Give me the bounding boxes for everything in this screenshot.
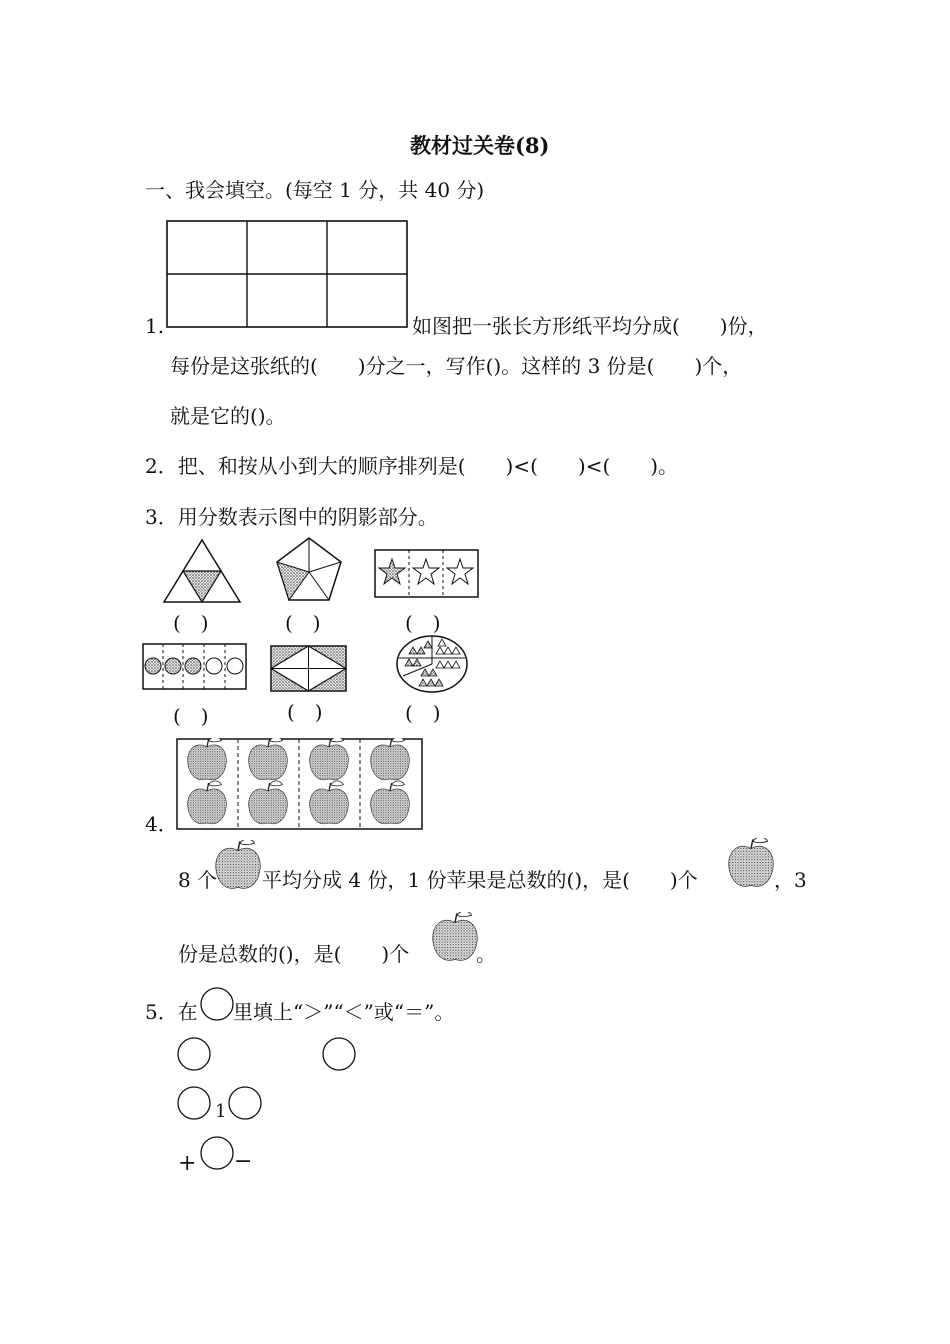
triangle-figure — [162, 538, 242, 604]
q3-blank-4[interactable]: ( ) — [173, 704, 209, 728]
rectangle-grid-figure — [166, 220, 410, 330]
q1-line1: 如图把一张长方形纸平均分成( )份， — [412, 314, 768, 338]
q5-text-b: 里填上“＞”“＜”或“＝”。 — [233, 1000, 455, 1024]
comparison-circle-input[interactable] — [176, 1036, 212, 1072]
pentagon-figure — [275, 536, 343, 604]
comparison-circle-input[interactable] — [227, 1085, 263, 1121]
q1-line3: 就是它的()。 — [170, 404, 286, 428]
q4-line2-a: 份是总数的()，是( )个 — [178, 942, 410, 966]
q3-blank-1[interactable]: ( ) — [173, 611, 209, 635]
q4-number: 4． — [145, 812, 178, 836]
circles-figure — [142, 643, 248, 691]
rhombus-rectangle-figure — [270, 645, 348, 693]
comparison-circle-input[interactable] — [321, 1036, 357, 1072]
comparison-circle-icon — [199, 986, 235, 1022]
q2-text: 2．把、和按从小到大的顺序排列是( )<( )<( )。 — [145, 454, 679, 478]
apple-icon — [726, 838, 776, 888]
stars-figure — [374, 549, 480, 599]
q4-line1-c: ，3 — [774, 868, 807, 892]
q5-row3-number: 1 — [215, 1101, 227, 1122]
q4-line1-a: 8 个 — [178, 868, 218, 892]
q1-number: 1. — [145, 314, 165, 338]
oval-triangles-figure — [395, 634, 469, 694]
apples-box-figure — [176, 738, 424, 831]
q4-line2-b: 。 — [476, 942, 496, 966]
q1-line2: 每份是这张纸的( )分之一，写作()。这样的 3 份是( )个， — [170, 354, 743, 378]
q3-blank-6[interactable]: ( ) — [405, 701, 441, 725]
q5-text-a: 5．在 — [145, 1000, 198, 1024]
q3-blank-5[interactable]: ( ) — [287, 700, 323, 724]
q3-blank-2[interactable]: ( ) — [285, 611, 321, 635]
section-heading: 一、我会填空。(每空 1 分，共 40 分) — [145, 178, 485, 202]
q5-row4-minus: − — [234, 1149, 253, 1174]
q3-text: 3．用分数表示图中的阴影部分。 — [145, 505, 438, 529]
apple-icon — [430, 912, 480, 962]
apple-icon — [213, 840, 263, 890]
q3-blank-3[interactable]: ( ) — [405, 611, 441, 635]
q5-row4-plus: + — [178, 1151, 197, 1176]
comparison-circle-input[interactable] — [176, 1085, 212, 1121]
q4-line1-b: 平均分成 4 份，1 份苹果是总数的()，是( )个 — [262, 868, 698, 892]
comparison-circle-input[interactable] — [199, 1135, 235, 1171]
page-title: 教材过关卷(8) — [410, 133, 550, 158]
